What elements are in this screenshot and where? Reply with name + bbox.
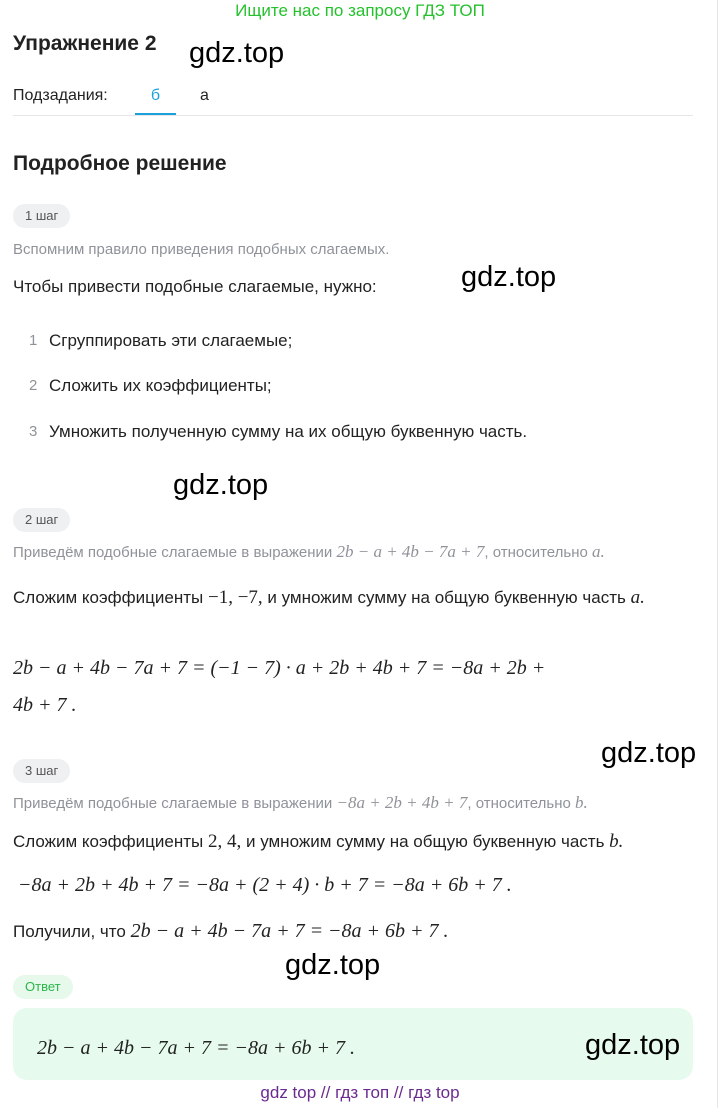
step-2-badge: 2 шаг — [13, 508, 70, 532]
hint-text: , относительно — [467, 795, 571, 812]
result-expression: 2b − a + 4b − 7a + 7 = −8a + 6b + 7 . — [130, 920, 449, 942]
text-part: и умножим сумму на общую буквенную часть — [245, 832, 605, 851]
step-2-equation-line-1: 2b − a + 4b − 7a + 7 = (−1 − 7) · a + 2b + 4b + 7 = −8a + 2b + — [13, 657, 546, 679]
watermark: gdz.top — [461, 261, 557, 293]
watermark: gdz.top — [189, 37, 285, 69]
tabs-divider — [13, 115, 693, 116]
list-number: 1 — [29, 332, 38, 349]
hint-text: Приведём подобные слагаемые в выражении — [13, 544, 333, 561]
hint-text: , относительно — [484, 544, 588, 561]
watermark: gdz.top — [585, 1029, 681, 1061]
hint-expression: 2b − a + 4b − 7a + 7 — [336, 542, 485, 561]
footer-links[interactable]: gdz top // гдз топ // гдз top — [260, 1083, 460, 1102]
list-number: 2 — [29, 377, 38, 394]
step-3-text — [13, 831, 623, 853]
watermark: gdz.top — [285, 949, 381, 981]
list-number: 3 — [29, 423, 38, 440]
step-1-text: Чтобы привести подобные слагаемые, нужно: — [13, 277, 377, 296]
list-item: Сгруппировать эти слагаемые; — [49, 331, 293, 350]
coefficients: −1, −7, — [207, 587, 263, 608]
promo-banner: Ищите нас по запросу ГДЗ ТОП — [235, 1, 485, 20]
solution-title: Подробное решение — [13, 152, 227, 175]
text-part: и умножим сумму на общую буквенную часть — [267, 588, 626, 607]
hint-variable: a. — [592, 542, 605, 561]
step-1-badge: 1 шаг — [13, 204, 70, 228]
hint-expression: −8a + 2b + 4b + 7 — [336, 793, 468, 812]
text-part: Сложим коэффициенты — [13, 588, 204, 607]
step-2-equation-line-2: 4b + 7 . — [13, 694, 77, 716]
watermark: gdz.top — [173, 469, 269, 501]
hint-text: Приведём подобные слагаемые в выражении — [13, 795, 333, 812]
subtasks-label: Подзадания: — [13, 87, 108, 104]
exercise-title: Упражнение 2 — [13, 32, 157, 55]
page-edge-divider — [717, 0, 718, 1108]
watermark: gdz.top — [601, 737, 697, 769]
text-part: Сложим коэффициенты — [13, 832, 204, 851]
list-item: Умножить полученную сумму на их общую буквенную часть. — [49, 422, 528, 441]
step-2-hint — [13, 542, 605, 562]
step-1-hint: Вспомним правило приведения подобных слагаемых. — [13, 241, 390, 258]
subtask-tab-a[interactable]: а — [200, 87, 209, 104]
step-3-equation: −8a + 2b + 4b + 7 = −8a + (2 + 4) · b + 7 = −8a + 6b + 7 . — [18, 874, 512, 896]
step-2-text — [13, 580, 703, 616]
variable: a. — [630, 587, 645, 608]
answer-badge: Ответ — [13, 975, 73, 999]
step-3-result — [13, 920, 449, 943]
text-part: Получили, что — [13, 922, 126, 941]
step-3-hint — [13, 793, 588, 813]
list-item: Сложить их коэффициенты; — [49, 376, 272, 395]
subtask-tab-b[interactable]: б — [150, 87, 161, 104]
variable: b. — [609, 831, 624, 852]
hint-variable: b. — [575, 793, 588, 812]
coefficients: 2, 4, — [207, 831, 242, 852]
step-3-badge: 3 шаг — [13, 759, 70, 783]
answer-expression: 2b − a + 4b − 7a + 7 = −8a + 6b + 7 . — [37, 1037, 355, 1059]
